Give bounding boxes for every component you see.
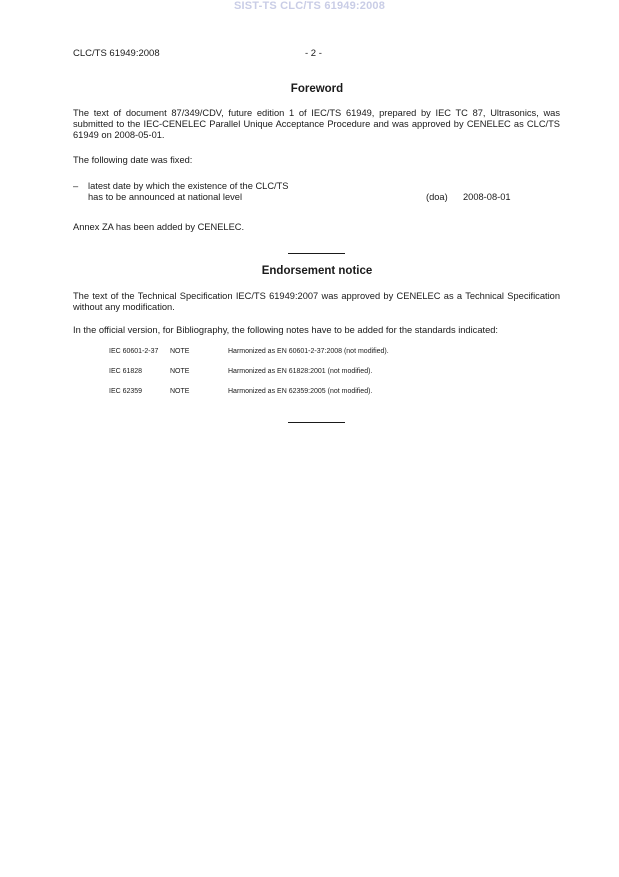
doa-code: (doa): [426, 192, 448, 202]
document-id: CLC/TS 61949:2008: [73, 48, 160, 59]
foreword-intro: The text of document 87/349/CDV, future edition 1 of IEC/TS 61949, prepared by IEC TC 87, Ultrasonics, was submitted to the IEC-CENELEC Parallel Unique Acceptance Procedure and was approved by CENELEC as CLC/TS 61949 on 2008-05-01.: [73, 108, 560, 140]
note-label: NOTE: [170, 348, 190, 355]
endorsement-heading: Endorsement notice: [261, 265, 373, 277]
standard-code: IEC 60601-2-37: [109, 348, 159, 355]
section-divider: [288, 253, 345, 254]
note-text: Harmonized as EN 60601-2-37:2008 (not modified).: [228, 348, 389, 355]
dash-bullet: –: [73, 181, 79, 191]
watermark: SIST-TS CLC/TS 61949:2008: [233, 0, 386, 12]
bibliography-intro: In the official version, for Bibliography, the following notes have to be added for the standards indicated:: [73, 325, 498, 335]
doa-description: [88, 181, 388, 203]
endorsement-text: The text of the Technical Specification IEC/TS 61949:2007 was approved by CENELEC as a Technical Specification without any modification.: [73, 291, 560, 312]
doa-description-line1: latest date by which the existence of the CLC/TS: [88, 181, 289, 191]
date-fixed-text: The following date was fixed:: [73, 155, 193, 165]
note-row: [109, 348, 529, 358]
foreword-heading: Foreword: [290, 83, 344, 95]
standard-code: IEC 62359: [109, 388, 143, 395]
note-text: Harmonized as EN 62359:2005 (not modified).: [228, 388, 373, 395]
standard-code: IEC 61828: [109, 368, 143, 375]
section-divider: [288, 422, 345, 423]
note-row: [109, 388, 529, 398]
note-label: NOTE: [170, 388, 190, 395]
note-row: [109, 368, 529, 378]
doa-description-line2: has to be announced at national level: [88, 192, 243, 202]
note-text: Harmonized as EN 61828:2001 (not modified).: [228, 368, 373, 375]
note-label: NOTE: [170, 368, 190, 375]
annex-note: Annex ZA has been added by CENELEC.: [73, 222, 245, 232]
page-number: - 2 -: [305, 48, 322, 59]
doa-date: 2008-08-01: [463, 192, 511, 202]
